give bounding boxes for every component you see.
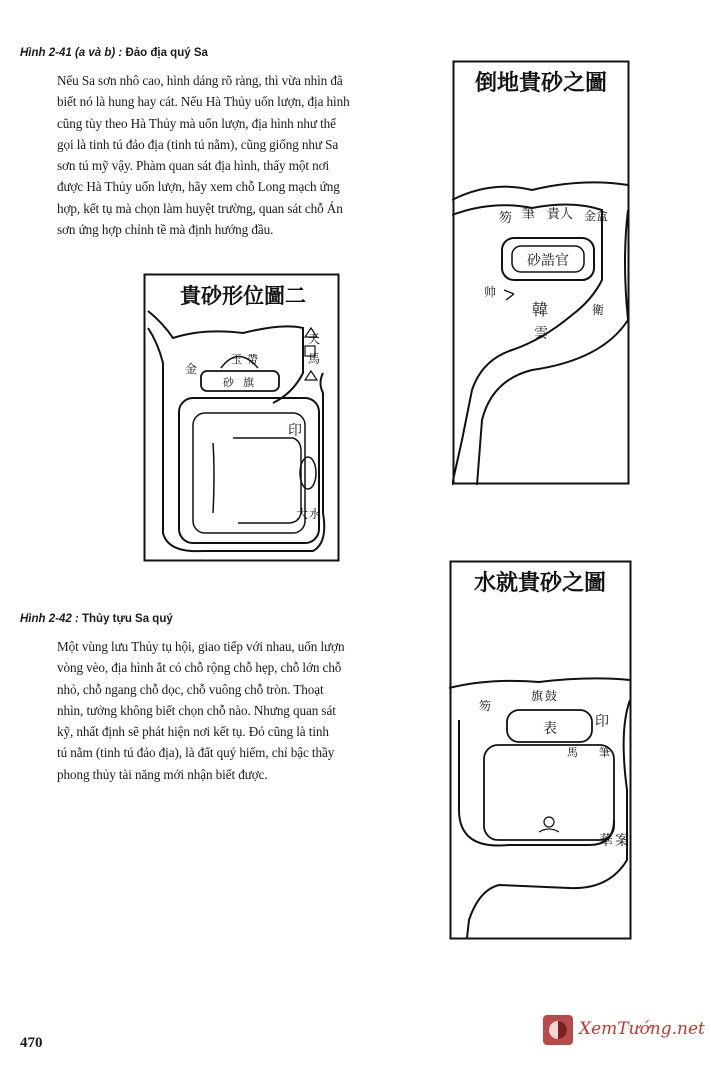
label-thien: 天 — [308, 332, 321, 346]
label-ngoc: 玉 — [231, 353, 242, 366]
text-line: Một vùng lưu Thủy tụ hội, giao tiếp với nhau, uốn lượn — [57, 639, 345, 654]
label-bieu: 表 — [543, 721, 557, 737]
label-suai: 帅 — [484, 285, 497, 299]
label-ma: 馬 — [308, 352, 321, 366]
paragraph-dao-dia-quy-sa — [57, 70, 350, 240]
text-line: nhỏ, chỗ ngang chỗ dọc, chỗ vuông chỗ tròn. Thoạt — [57, 681, 324, 697]
label-an: 印 — [288, 423, 302, 439]
label-an: 印 — [595, 714, 609, 730]
figure-caption-2-42 — [20, 613, 173, 625]
text-line: gọi là tinh tú đảo địa (tinh tú nằm), cũng giống như Sa — [57, 136, 339, 152]
label-co: 鼓 — [545, 689, 558, 703]
label-kim-hop: 金盒 — [584, 209, 609, 223]
yin-yang-icon — [543, 1015, 573, 1045]
diagram-drawing — [143, 273, 340, 562]
paragraph-thuy-tuu-sa-quy — [57, 636, 344, 785]
label-hu: 笏 — [499, 211, 513, 226]
label-sa-cao-quan: 砂誥官 — [527, 253, 569, 269]
label-but: 筆 — [599, 746, 610, 759]
label-dai-thuy-2: 水 — [309, 507, 322, 521]
diagram-dao-dia-quy-sa — [452, 60, 630, 485]
text-line: được Hà Thủy uốn lượn, hãy xem chỗ Long mạch ứng — [57, 179, 340, 195]
diagram-quy-sa-hinh-vi — [143, 273, 340, 562]
text-line: kỹ, nhất định sẽ phát hiện nơi kết tụ. Đó cũng là tinh — [57, 724, 329, 740]
page-number: 470 — [20, 1035, 43, 1051]
text-line: biết nó là hung hay cát. Nếu Hà Thủy uốn lượn, địa hình — [57, 94, 350, 110]
label-dai-thuy-1: 大 — [296, 507, 309, 521]
text-line: cũng tùy theo Hà Thủy mà uốn lượn, địa hình như thế — [57, 115, 336, 131]
label-ve: 衛 — [592, 303, 605, 317]
diagram-drawing — [449, 560, 632, 940]
label-ky: 旗 — [531, 689, 544, 703]
figure-title: Thủy tựu Sa quý — [82, 613, 173, 625]
diagram-title: 倒地貴砂之圖 — [474, 70, 608, 96]
text-line: phong thủy tài năng mới nhận biết được. — [57, 766, 268, 782]
logo-text: XemTướng.net — [579, 1019, 705, 1039]
text-line: Nếu Sa sơn nhô cao, hình dáng rõ ràng, thì vừa nhìn đã — [57, 73, 343, 88]
label-quy-nhan: 貴人 — [547, 207, 574, 222]
diagram-drawing — [452, 60, 630, 485]
label-hoa: 華 — [599, 833, 613, 849]
figure-title: Đảo địa quý Sa — [125, 47, 208, 59]
text-line: hợp, kết tụ mà chọn làm huyệt trường, quan sát chỗ Án — [57, 200, 343, 216]
figure-caption-2-41 — [20, 47, 208, 59]
label-ann: 案 — [615, 833, 629, 849]
text-line: sơn tú mỹ vậy. Phàm quan sát địa hình, thấy một nơi — [57, 158, 330, 174]
label-ky: 旗 — [243, 376, 254, 389]
diagram-title: 貴砂形位圖二 — [180, 283, 306, 308]
label-dai: 帶 — [247, 353, 258, 366]
text-line: tú nằm (tinh tú đảo địa), là đất quý hiếm, chỉ bậc thầy — [57, 745, 335, 761]
label-han: 韓 — [532, 300, 549, 319]
text-line: nhìn, tưởng không biết chọn chỗ nào. Nhưng quan sát — [57, 702, 336, 718]
label-hu: 笏 — [479, 699, 492, 713]
label-kim: 金 — [185, 362, 198, 376]
text-line: sơn ứng hợp chỉnh tề mà định hướng đầu. — [57, 222, 274, 238]
site-logo[interactable] — [543, 1013, 708, 1053]
label-but: 筆 — [522, 207, 536, 222]
text-line: vòng vèo, địa hình ắt có chỗ rộng chỗ hẹp, chỗ lớn chỗ — [57, 660, 342, 676]
diagram-thuy-tuu-quy-sa — [449, 560, 632, 940]
label-sa: 砂 — [223, 376, 234, 389]
label-ma: 馬 — [567, 746, 578, 759]
diagram-title: 水就貴砂之圖 — [473, 570, 607, 596]
figure-number: Hình 2-42 : — [20, 613, 79, 625]
label-van: 雲 — [534, 326, 548, 342]
figure-number: Hình 2-41 (a và b) : — [20, 47, 123, 59]
